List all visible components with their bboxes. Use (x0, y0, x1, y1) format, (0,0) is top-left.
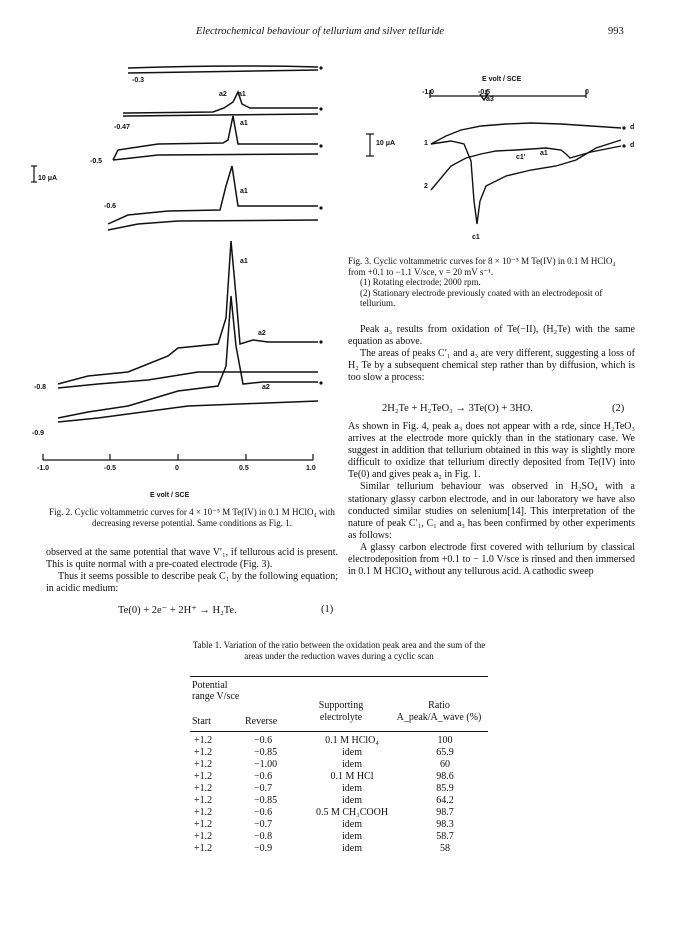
running-header-title: Electrochemical behaviour of tellurium and silver telluride (196, 26, 445, 37)
table-row (190, 770, 488, 782)
curve-minus-0.5 (113, 116, 318, 160)
table-cell: +1.2 (194, 818, 213, 830)
table-cell: 0.1 M HCl (330, 770, 374, 782)
table-row (190, 734, 488, 746)
table1-top-rule (190, 676, 488, 677)
table1-body (190, 734, 488, 854)
table-cell: 0.1 M HClO₄ (325, 734, 379, 746)
right-paragraph-1: Peak a₃ results from oxidation of Te(−II), (H₂Te) with the same equation as above. (348, 324, 635, 348)
fig3-curve-2 (431, 140, 621, 224)
table1-header-reverse: Reverse (245, 716, 278, 727)
equation-2: 2H₂Te + H₂TeO₃ → 3Te(O) + 3HO. (382, 403, 533, 414)
table1-caption: Table 1. Variation of the ratio between the oxidation peak area and the sum of the areas under the reduction waves during a cyclic scan (192, 640, 486, 661)
right-column-text-top (348, 324, 635, 384)
fig3-tick-label: -0.5 (478, 89, 491, 96)
fig2-caption: Fig. 2. Cyclic voltammetric curves for 4 × 10⁻⁵ M Te(IV) in 0.1 M HClO₄ with decreasing reverse potential. Same conditions as Fig. 1. (49, 507, 335, 528)
fig3-tick-label: -1.0 (422, 89, 435, 96)
table-cell: idem (342, 758, 362, 770)
table-cell: −0.85 (254, 746, 278, 758)
table-cell: −0.7 (254, 818, 273, 830)
fig3-curve-label: a3 (486, 96, 494, 103)
fig2-scale-bar-label: 10 μA (38, 175, 58, 182)
fig2-peak-label: a1 (240, 258, 248, 265)
table-row (190, 758, 488, 770)
table-cell: −0.9 (254, 842, 273, 854)
equation-1-number: (1) (321, 604, 334, 615)
fig2-tick-label: -0.5 (104, 465, 117, 472)
table-cell: +1.2 (194, 842, 213, 854)
right-column-text-bottom (348, 421, 635, 578)
table-cell: 65.9 (436, 746, 454, 758)
table-cell: 58 (440, 842, 450, 854)
table-cell: −0.6 (254, 770, 273, 782)
table-cell: −0.8 (254, 830, 273, 842)
fig3-curve-1 (431, 123, 621, 144)
fig3-caption-item-2: (2) Stationary electrode previously coated with an electrodeposit of tellurium. (360, 287, 603, 309)
table-cell: idem (342, 794, 362, 806)
left-paragraph-1: observed at the same potential that wave V′₁, if tellurous acid is present. This is quite normal with a pre-coated electrode (Fig. 3). (46, 547, 338, 571)
table-cell: 85.9 (436, 782, 454, 794)
table-cell: 0.5 M CH₃COOH (315, 806, 389, 818)
fig2-peak-label: a1 (238, 91, 246, 98)
right-paragraph-5: A glassy carbon electrode first covered with tellurium by classical electrodeposition from +0.1 to − 1.0 V/sce is rinsed and then immersed in 0.1 M HClO₄ without any tellurous acid. A cathodic sweep (348, 541, 635, 578)
table1-header-start: Start (192, 716, 211, 727)
table-cell: idem (342, 842, 362, 854)
table-cell: 98.3 (436, 818, 454, 830)
fig3-scale-bar-label: 10 μA (376, 140, 396, 147)
fig3-caption-main: Fig. 3. Cyclic voltammetric curves for 8 × 10⁻⁵ M Te(IV) in 0.1 M HClO₄ from +0.1 to −1.1 V/sce, v = 20 mV s⁻¹. (348, 256, 616, 277)
right-paragraph-4: Similar tellurium behaviour was observed in H₂SO₄ with a stationary glassy carbon electrode, and in our laboratory we have also conducted similar studies on selenium[14]. This interpretation of the nature of peak C′₁, C₁ and a₃ has been confirmed by other experiments as follows: (348, 481, 635, 541)
figure-2-voltammograms (28, 46, 348, 476)
table-cell: +1.2 (194, 782, 213, 794)
table-cell: 98.7 (436, 806, 454, 818)
fig3-curve-label: c1 (472, 234, 480, 241)
fig2-peak-label: a2 (262, 384, 270, 391)
fig3-curve-label: d (630, 124, 635, 131)
curve-minus-0.6 (108, 166, 318, 224)
table-cell: −0.6 (254, 806, 273, 818)
fig3-caption (348, 256, 635, 309)
left-paragraph-2: Thus it seems possible to describe peak C₁ by the following equation; in acidic medium: (46, 571, 338, 595)
table-cell: +1.2 (194, 806, 213, 818)
fig3-tick-label: 0 (585, 89, 589, 96)
fig2-tick-label: 0 (175, 465, 179, 472)
left-column-text (46, 547, 338, 595)
fig2-curve-label: -0.9 (32, 430, 45, 437)
table-row (190, 782, 488, 794)
curve-minus-0.8 (58, 241, 318, 384)
table-cell: −0.7 (254, 782, 273, 794)
fig3-caption-item-1: (1) Rotating electrode; 2000 rpm. (360, 277, 481, 288)
fig3-axis-title: E volt / SCE (482, 76, 522, 83)
table-cell: 100 (437, 734, 453, 746)
table-cell: 98.6 (436, 770, 454, 782)
table-cell: +1.2 (194, 746, 213, 758)
curve-minus-0.9 (58, 296, 318, 418)
table-cell: +1.2 (194, 758, 213, 770)
fig2-peak-label: a1 (240, 120, 248, 127)
table-cell: idem (342, 818, 362, 830)
table-row (190, 746, 488, 758)
table1-header-ratio: Ratio A_peak/A_wave (%) (396, 700, 482, 723)
table-cell: −0.6 (254, 734, 273, 746)
table-row (190, 830, 488, 842)
table-row (190, 806, 488, 818)
fig2-curve-label: -0.47 (114, 124, 130, 131)
fig3-curve-label: 2 (424, 183, 428, 190)
table-cell: +1.2 (194, 734, 213, 746)
table-cell: idem (342, 782, 362, 794)
fig2-tick-label: 1.0 (306, 465, 316, 472)
table-cell: idem (342, 746, 362, 758)
fig2-tick-label: -1.0 (37, 465, 50, 472)
page-number: 993 (608, 26, 624, 37)
fig2-curve-label: -0.3 (132, 77, 145, 84)
fig2-peak-label: a2 (258, 330, 266, 337)
fig2-peak-label: a2 (219, 91, 227, 98)
table-cell: 64.2 (436, 794, 454, 806)
table-cell: 60 (440, 758, 450, 770)
equation-2-number: (2) (612, 403, 625, 414)
fig2-tick-label: 0.5 (239, 465, 249, 472)
table-cell: −0.85 (254, 794, 278, 806)
table-cell: 58.7 (436, 830, 454, 842)
right-paragraph-2: The areas of peaks C′₁ and a₃ are very different, suggesting a loss of H₂ Te by a subsequent chemical step rather than by diffusion, which is too slow a process: (348, 348, 635, 384)
table-row (190, 818, 488, 830)
fig3-curve-label: d (630, 142, 635, 149)
fig2-axis-title: E volt / SCE (150, 492, 190, 499)
table-cell: +1.2 (194, 770, 213, 782)
table-cell: idem (342, 830, 362, 842)
table-row (190, 794, 488, 806)
fig3-curve-label: c1' (516, 154, 526, 161)
fig3-curve-label: a1 (540, 150, 548, 157)
fig2-curve-label: -0.6 (104, 203, 117, 210)
table1-group-header: Potential range V/sce (192, 680, 240, 702)
fig3-curve-label: 1 (424, 140, 428, 147)
curve-minus-0.3 (128, 66, 318, 68)
right-paragraph-3: As shown in Fig. 4, peak a₃ does not appear with a rde, since H₂TeO₃ arrives at the electrode more quickly than in the stationary case. We suggest in addition that tellurium obtained in this way is slightly more difficult to oxidize that tellurium directly deposited from Te(IV) into Te(0) and gives peak a₂ in Fig. 1. (348, 421, 635, 481)
table-cell: −1.00 (254, 758, 278, 770)
fig2-peak-label: a1 (240, 188, 248, 195)
fig2-curve-label: -0.8 (34, 384, 47, 391)
figure-3-voltammograms (356, 86, 646, 246)
table-cell: +1.2 (194, 830, 213, 842)
table-row (190, 842, 488, 854)
equation-1: Te(0) + 2e⁻ + 2H⁺ → H₂Te. (118, 605, 237, 616)
table1-header-electrolyte: Supporting electrolyte (318, 700, 364, 723)
table-cell: +1.2 (194, 794, 213, 806)
table1-header-rule (190, 731, 488, 732)
fig2-curve-label: -0.5 (90, 158, 103, 165)
